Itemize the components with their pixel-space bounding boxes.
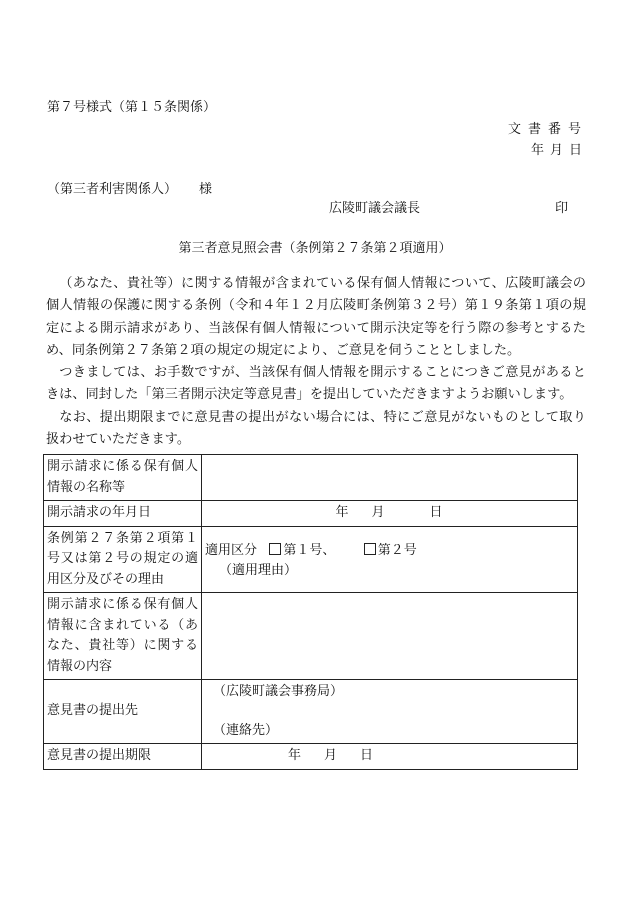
destination-office: （広陵町議会事務局） bbox=[213, 684, 344, 699]
request-date-month: 月 bbox=[371, 505, 386, 520]
sender-name: 広陵町議会議長 bbox=[329, 201, 421, 216]
option-2-label: 第２号 bbox=[377, 542, 417, 558]
addressee bbox=[47, 178, 212, 197]
option-1-checkbox[interactable] bbox=[269, 543, 281, 555]
document-number-label: 文書番号 bbox=[507, 122, 588, 137]
table-row bbox=[44, 680, 578, 744]
category-reason-label: （適用理由） bbox=[219, 563, 298, 578]
request-date-day: 日 bbox=[429, 505, 444, 520]
document-date-label: 年月日 bbox=[530, 143, 588, 158]
request-date-value[interactable] bbox=[202, 501, 578, 527]
request-date-year: 年 bbox=[335, 505, 350, 520]
addressee-honorific: 様 bbox=[199, 182, 213, 197]
record-name-value[interactable] bbox=[202, 455, 578, 501]
body-text bbox=[46, 273, 586, 451]
deadline-month: 月 bbox=[324, 748, 339, 763]
seal-mark: 印 bbox=[555, 201, 569, 216]
category-label: 条例第２７条第２項第１号又は第２号の規定の適用区分及びその理由 bbox=[44, 526, 202, 593]
option-1-label: 第１号、 bbox=[283, 542, 336, 558]
record-name-label: 開示請求に係る保有個人情報の名称等 bbox=[44, 455, 202, 501]
body-paragraph-2: つきましては、お手数ですが、当該保有個人情報を開示することにつきご意見があるときは、同封した「第三者開示決定等意見書」を提出していただきますようお願いします。 bbox=[46, 365, 586, 403]
category-value bbox=[202, 526, 578, 593]
table-row bbox=[44, 744, 578, 770]
destination-label: 意見書の提出先 bbox=[44, 680, 202, 744]
body-paragraph-1: （あなた、貴社等）に関する情報が含まれている保有個人情報について、広陵町議会の個人情報の保護に関する条例（令和４年１２月広陵町条例第３２号）第１９条第１項の規定による開示請求があり、当該保有個人情報について開示決定等を行う際の参考とするため、同条例第２７条第２項の規定の規定により、ご意見を伺うこととしました。 bbox=[46, 276, 586, 358]
deadline-label: 意見書の提出期限 bbox=[44, 744, 202, 770]
table-row bbox=[44, 501, 578, 527]
content-value[interactable] bbox=[202, 593, 578, 680]
form-number: 第７号様式（第１５条関係） bbox=[47, 100, 217, 115]
deadline-value[interactable] bbox=[202, 744, 578, 770]
destination-contact: （連絡先） bbox=[213, 722, 279, 738]
body-paragraph-3: なお、提出期限までに意見書の提出がない場合には、特にご意見がないものとして取り扱わせていただきます。 bbox=[46, 409, 586, 448]
table-row bbox=[44, 526, 578, 593]
deadline-day: 日 bbox=[360, 748, 375, 763]
document-title: 第三者意見照会書（条例第２７条第２項適用） bbox=[178, 241, 452, 256]
deadline-year: 年 bbox=[288, 748, 303, 763]
option-2-checkbox[interactable] bbox=[364, 543, 376, 555]
table-row bbox=[44, 455, 578, 501]
request-date-label: 開示請求の年月日 bbox=[44, 501, 202, 527]
destination-value bbox=[202, 680, 578, 744]
info-table bbox=[43, 454, 578, 770]
addressee-name: （第三者利害関係人） bbox=[47, 182, 178, 197]
content-label: 開示請求に係る保有個人情報に含まれている（あなた、貴社等）に関する情報の内容 bbox=[44, 593, 202, 680]
category-options bbox=[205, 529, 574, 562]
table-row bbox=[44, 593, 578, 680]
category-prefix: 適用区分 bbox=[205, 542, 258, 558]
